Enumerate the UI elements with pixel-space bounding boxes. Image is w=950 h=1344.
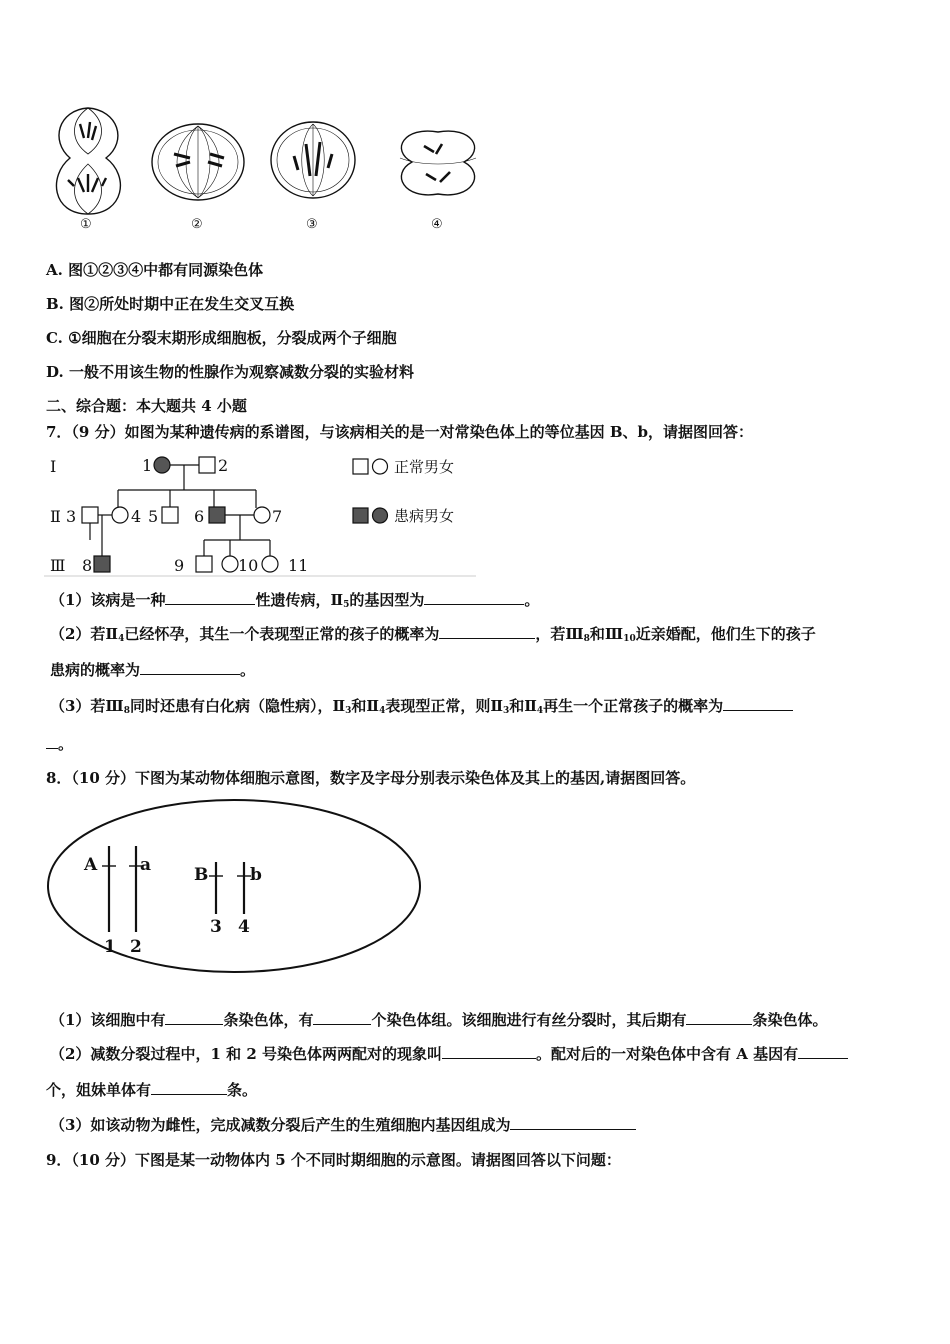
num-6: 6 [194, 507, 205, 526]
q7-p2-g: 。 [240, 661, 256, 679]
legend-normal-female [373, 459, 388, 474]
q7-p1-c: 的基因型为 [349, 591, 425, 609]
q7-blank-1[interactable] [165, 590, 255, 605]
option-a [46, 260, 263, 280]
q7-p1-a: （1）该病是一种 [50, 591, 166, 609]
gene-a: a [140, 855, 152, 875]
pedigree-individual-6 [209, 507, 225, 523]
section-heading: 二、综合题：本大题共 4 小题 [46, 397, 247, 415]
q8-blank-2[interactable] [313, 1010, 371, 1025]
q7-blank-4[interactable] [140, 660, 240, 675]
legend-affected-text: 患病男女 [394, 507, 455, 525]
option-b-text: 图②所处时期中正在发生交叉互换 [69, 295, 295, 313]
q7-stem: 7．（9 分）如图为某种遗传病的系谱图，与该病相关的是一对常染色体上的等位基因 B、b，请据图回答： [46, 423, 753, 441]
q8-part2-line2 [46, 1080, 257, 1100]
q7-blank-5[interactable] [723, 696, 793, 711]
pedigree-individual-2 [199, 457, 215, 473]
q8-part2-line1 [50, 1044, 848, 1064]
q7-p2-d: 和Ⅲ [589, 625, 624, 643]
q7-blank-3[interactable] [439, 624, 535, 639]
q7-p3-a: （3）若Ⅲ [50, 697, 124, 715]
chrom-label-3: 3 [210, 917, 222, 937]
q8-blank-6[interactable] [151, 1080, 227, 1095]
q7-p3-f: 再生一个正常孩子的概率为 [543, 697, 724, 715]
option-d-text: 一般不用该生物的性腺作为观察减数分裂的实验材料 [68, 363, 414, 381]
pedigree-individual-8 [94, 556, 110, 572]
q7-p3-sub1: 8 [123, 706, 130, 716]
gene-b: b [250, 865, 262, 885]
option-a-text: 图①②③④中都有同源染色体 [68, 261, 264, 279]
q7-p3-g: 。 [58, 735, 74, 753]
q8-blank-7[interactable] [510, 1115, 636, 1130]
q8-stem: 8．（10 分）下图为某动物体细胞示意图，数字及字母分别表示染色体及其上的基因,请据图回答。 [46, 769, 696, 787]
q8-p1-a: （1）该细胞中有 [50, 1011, 166, 1029]
pedigree-individual-1 [154, 457, 170, 473]
chrom-label-2: 2 [130, 937, 142, 957]
q8-p1-c: 个染色体组。该细胞进行有丝分裂时，其后期有 [371, 1011, 687, 1029]
gen-label-3: Ⅲ [50, 556, 66, 575]
cell-2 [152, 124, 244, 200]
q7-p2-c: ，若Ⅲ [535, 625, 584, 643]
q7-p3-d: 表现型正常，则Ⅱ [385, 697, 503, 715]
pedigree-individual-4 [112, 507, 128, 523]
q8-p2-d: 条。 [227, 1081, 258, 1099]
pedigree-individual-10 [222, 556, 238, 572]
cell-3 [271, 122, 355, 198]
q8-p2-b: 。配对后的一对染色体中含有 A 基因有 [535, 1045, 799, 1063]
num-10: 10 [238, 556, 259, 575]
pedigree-individual-11 [262, 556, 278, 572]
option-c-letter: C. [46, 329, 63, 347]
q7-p1-sub: 5 [343, 600, 350, 610]
q7-part2-line2 [50, 660, 255, 680]
gene-A: A [84, 855, 98, 875]
gen-label-1: Ⅰ [50, 457, 57, 476]
q7-p2-sub3: 10 [623, 634, 636, 644]
pedigree-individual-5 [162, 507, 178, 523]
q8-p1-d: 条染色体。 [752, 1011, 828, 1029]
cell-label-4: ④ [431, 217, 443, 232]
num-2: 2 [218, 456, 229, 475]
chrom-label-1: 1 [104, 937, 116, 957]
q7-part3-line2 [46, 734, 73, 754]
q7-p3-b: 同时还患有白化病（隐性病），Ⅱ [129, 697, 346, 715]
q9-stem: 9．（10 分）下图是某一动物体内 5 个不同时期细胞的示意图。请据图回答以下问题： [46, 1151, 621, 1169]
num-1: 1 [142, 456, 153, 475]
q7-part3-line1 [50, 696, 793, 721]
cell-label-2: ② [191, 217, 203, 232]
chromosome-cell-figure [44, 796, 429, 981]
q8-p3-a: （3）如该动物为雌性，完成减数分裂后产生的生殖细胞内基因组成为 [50, 1116, 511, 1134]
q8-p1-b: 条染色体，有 [223, 1011, 314, 1029]
option-a-letter: A. [46, 261, 63, 279]
q8-p2-c: 个，姐妹单体有 [46, 1081, 152, 1099]
cell-label-1: ① [80, 217, 92, 232]
q7-part2-line1 [50, 624, 816, 649]
num-9: 9 [174, 556, 185, 575]
q7-p3-e: 和Ⅱ [509, 697, 537, 715]
q8-blank-5[interactable] [798, 1044, 848, 1059]
q8-part1 [50, 1010, 828, 1030]
num-4: 4 [131, 507, 142, 526]
q7-p1-b: 性遗传病，Ⅱ [255, 591, 344, 609]
num-7: 7 [272, 507, 283, 526]
option-c-text: ①细胞在分裂末期形成细胞板，分裂成两个子细胞 [68, 329, 397, 347]
pedigree-individual-3 [82, 507, 98, 523]
pedigree-individual-9 [196, 556, 212, 572]
q8-blank-3[interactable] [686, 1010, 752, 1025]
cell-label-3: ③ [306, 217, 318, 232]
q8-blank-1[interactable] [165, 1010, 223, 1025]
q7-blank-5-cont[interactable] [46, 734, 58, 749]
q7-p2-f: 患病的概率为 [50, 661, 141, 679]
num-11: 11 [288, 556, 309, 575]
q7-blank-2[interactable] [424, 590, 524, 605]
q7-p2-sub1: 4 [118, 634, 125, 644]
gene-B: B [194, 865, 209, 885]
num-8: 8 [82, 556, 93, 575]
q7-p2-sub2: 8 [583, 634, 590, 644]
pedigree-chart [44, 448, 484, 580]
gen-label-2: Ⅱ [50, 507, 61, 526]
q7-p2-a: （2）若Ⅱ [50, 625, 119, 643]
q7-p1-d: 。 [524, 591, 540, 609]
q7-p3-sub4: 3 [502, 706, 510, 716]
cell-1 [56, 108, 120, 214]
legend-normal-male [353, 459, 368, 474]
cell-4 [400, 131, 476, 195]
chrom-label-4: 4 [238, 917, 250, 937]
option-d-letter: D. [46, 363, 64, 381]
q7-p3-sub3: 4 [379, 706, 386, 716]
option-b [46, 294, 294, 314]
q7-p3-c: 和Ⅱ [351, 697, 380, 715]
option-c [46, 328, 397, 348]
pedigree-individual-7 [254, 507, 270, 523]
num-3: 3 [66, 507, 77, 526]
q7-p2-e: 近亲婚配，他们生下的孩子 [635, 625, 816, 643]
legend-affected-female [373, 508, 388, 523]
cell-division-figure [40, 96, 500, 241]
legend-normal-text: 正常男女 [394, 458, 455, 476]
q8-blank-4[interactable] [442, 1044, 536, 1059]
q7-p2-b: 已经怀孕，其生一个表现型正常的孩子的概率为 [124, 625, 440, 643]
q7-part1 [50, 590, 539, 615]
option-d [46, 362, 414, 382]
q7-p3-sub2: 3 [345, 706, 352, 716]
legend-affected-male [353, 508, 368, 523]
option-b-letter: B. [46, 295, 64, 313]
q8-p2-a: （2）减数分裂过程中，1 和 2 号染色体两两配对的现象叫 [50, 1045, 442, 1063]
q8-part3 [50, 1115, 636, 1135]
num-5: 5 [148, 507, 159, 526]
q7-p3-sub5: 4 [536, 706, 544, 716]
